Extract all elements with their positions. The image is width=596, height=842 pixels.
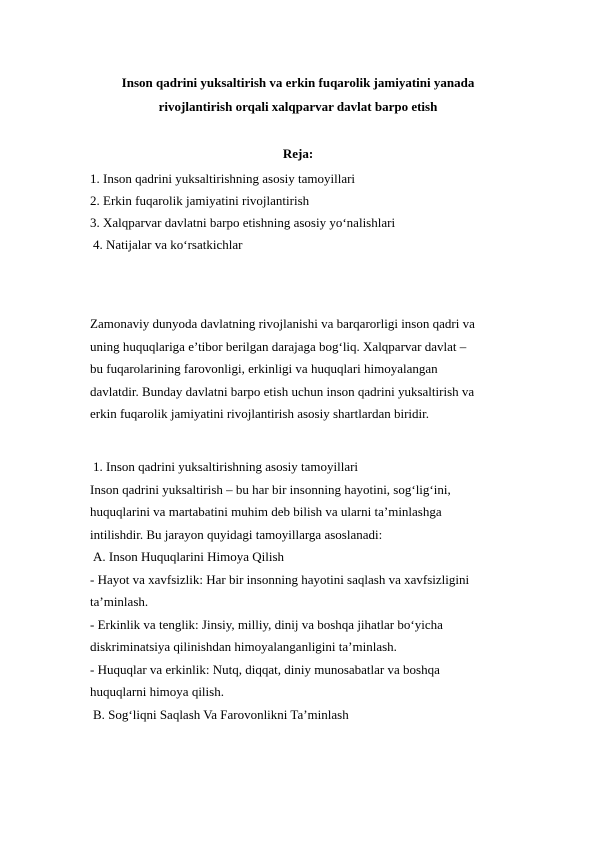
- paragraph-line: Zamonaviy dunyoda davlatning rivojlanishi va barqarorligi inson qadri va: [90, 316, 475, 331]
- plan-item: 2. Erkin fuqarolik jamiyatini rivojlantirish: [90, 193, 310, 208]
- paragraph-line: davlatdir. Bunday davlatni barpo etish uchun inson qadrini yuksaltirish va: [90, 383, 475, 399]
- plan-item: 4. Natijalar va ko‘rsatkichlar: [93, 237, 243, 252]
- title-line-1: Inson qadrini yuksaltirish va erkin fuqarolik jamiyatini yanada: [121, 75, 475, 90]
- paragraph-line: bu fuqarolarining farovonligi, erkinligi va huquqlari himoyalangan: [90, 361, 438, 376]
- plan-heading: Reja:: [282, 146, 314, 161]
- title-line-2: rivojlantirish orqali xalqparvar davlat barpo etish: [158, 99, 438, 114]
- section-heading: 1. Inson qadrini yuksaltirishning asosiy tamoyillari: [93, 459, 359, 474]
- document-title: [90, 71, 506, 119]
- paragraph-line: intilishdir. Bu jarayon quyidagi tamoyillarga asoslanadi:: [90, 526, 383, 542]
- subsection-heading: B. Sog‘liqni Saqlash Va Farovonlikni Ta’minlash: [93, 706, 349, 722]
- plan-list: [90, 168, 395, 256]
- paragraph-line: Inson qadrini yuksaltirish – bu har bir insonning hayotini, sog‘lig‘ini,: [90, 481, 451, 497]
- paragraph-line: huquqlarni himoya qilish.: [90, 684, 224, 699]
- paragraph-line: huquqlarini va martabatini muhim deb bilish va ularni ta’minlashga: [90, 504, 442, 519]
- paragraph-line: diskriminatsiya qilinishdan himoyalanganligini ta’minlash.: [90, 639, 397, 654]
- bullet-line: - Hayot va xavfsizlik: Har bir insonning hayotini saqlash va xavfsizligini: [90, 571, 470, 587]
- bullet-line: - Erkinlik va tenglik: Jinsiy, milliy, dinij va boshqa jihatlar bo‘yicha: [90, 616, 443, 632]
- paragraph-line: ta’minlash.: [90, 594, 149, 609]
- plan-item: 1. Inson qadrini yuksaltirishning asosiy tamoyillari: [90, 171, 356, 186]
- section-1: [90, 456, 510, 726]
- paragraph-line: uning huquqlariga e’tibor berilgan darajaga bog‘liq. Xalqparvar davlat –: [90, 338, 467, 354]
- paragraph-line: erkin fuqarolik jamiyatini rivojlantirish asosiy shartlardan biridir.: [90, 406, 430, 421]
- intro-paragraph: [90, 313, 510, 426]
- bullet-line: - Huquqlar va erkinlik: Nutq, diqqat, diniy munosabatlar va boshqa: [90, 661, 440, 677]
- subsection-heading: A. Inson Huquqlarini Himoya Qilish: [93, 549, 285, 564]
- plan-item: 3. Xalqparvar davlatni barpo etishning asosiy yo‘nalishlari: [90, 215, 396, 230]
